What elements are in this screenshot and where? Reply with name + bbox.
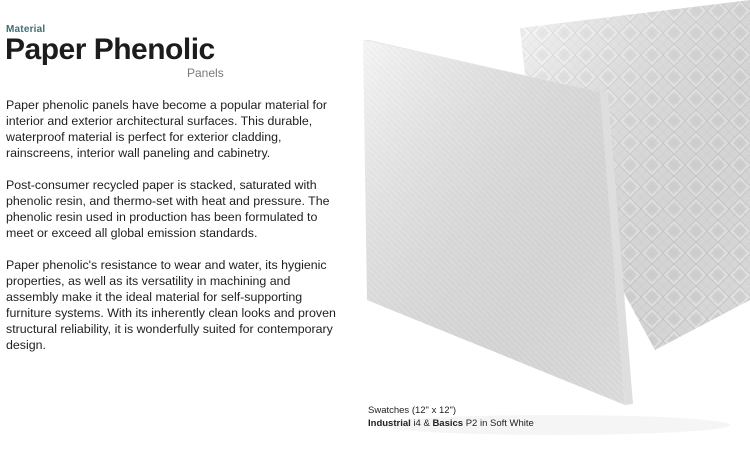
paragraph-intro: Paper phenolic panels have become a popular material for interior and exterior architectural surfaces. This durable, waterproof material is perfect for exterior cladding, rainscreens, interior wall paneling and cabinetry. [6, 98, 327, 160]
caption-product-2-code: P2 [465, 418, 478, 429]
caption-product-1-code: i4 [413, 418, 421, 429]
page-title: Paper Phenolic [5, 33, 215, 66]
caption-product-1: Industrial [368, 418, 411, 429]
page-subtitle: Panels [187, 66, 224, 80]
caption-products [368, 417, 534, 430]
paragraph-benefits: Paper phenolic's resistance to wear and water, its hygienic properties, as well as its versatility in machining and assembly make it the ideal material for self-supporting furniture systems. With its inherently clean looks and proven structural reliability, it is wonderfully suited for contemporary design. [6, 258, 336, 352]
caption-product-2: Basics [432, 418, 464, 429]
image-caption [368, 404, 534, 430]
body-copy [6, 97, 346, 369]
caption-connector: & [423, 418, 430, 429]
section-eyebrow: Material [6, 24, 46, 35]
panel-swatches-image [355, 0, 750, 450]
paragraph-process: Post-consumer recycled paper is stacked, saturated with phenolic resin, and thermo-set with heat and pressure. The phenolic resin used in production has been formulated to meet or exceed all global emission standards. [6, 178, 330, 240]
caption-suffix: in Soft White [479, 418, 534, 429]
front-panel [363, 40, 633, 405]
caption-dimensions: Swatches (12" x 12") [368, 405, 457, 416]
